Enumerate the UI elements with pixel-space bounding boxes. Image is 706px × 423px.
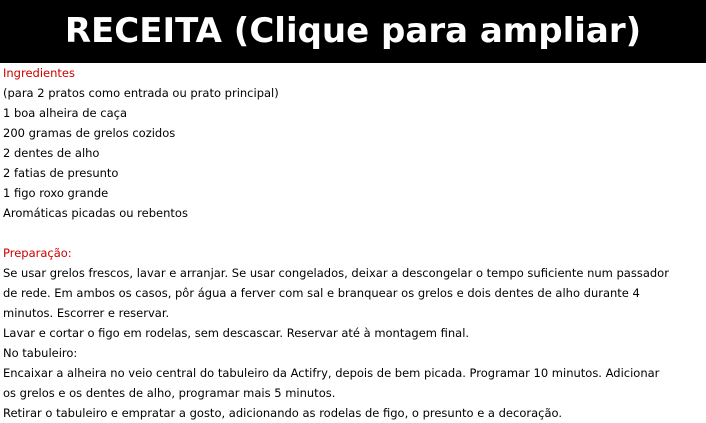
preparation-line: No tabuleiro: (3, 346, 78, 360)
recipe-banner[interactable] (0, 0, 706, 63)
ingredient-item: 2 fatias de presunto (3, 166, 119, 180)
ingredient-item: (para 2 pratos como entrada ou prato principal) (3, 86, 279, 100)
preparation-line: Encaixar a alheira no veio central do tabuleiro da Actifry, depois de bem picada. Programar 10 minutos. Adicionar (3, 366, 660, 380)
preparation-text (3, 263, 703, 423)
ingredient-item: 2 dentes de alho (3, 146, 100, 160)
ingredient-item: Aromáticas picadas ou rebentos (3, 206, 188, 220)
banner-title[interactable]: RECEITA (Clique para ampliar) (64, 11, 642, 51)
section-spacer (3, 223, 703, 243)
ingredient-item: 1 figo roxo grande (3, 186, 109, 200)
preparation-line: os grelos e os dentes de alho, programar mais 5 minutos. (3, 386, 336, 400)
preparation-line: Lavar e cortar o figo em rodelas, sem descascar. Reservar até à montagem final. (3, 326, 470, 340)
preparation-line: de rede. Em ambos os casos, pôr água a ferver com sal e branquear os grelos e dois dentes de alho durante 4 (3, 286, 640, 300)
ingredients-heading: Ingredientes (3, 66, 75, 80)
ingredients-list (3, 83, 703, 223)
preparation-line: Se usar grelos frescos, lavar e arranjar. Se usar congelados, deixar a descongelar o tempo suficiente num passador (3, 266, 669, 280)
preparation-heading: Preparação: (3, 246, 72, 260)
ingredient-item: 1 boa alheira de caça (3, 106, 128, 120)
preparation-line: Retirar o tabuleiro e empratar a gosto, adicionando as rodelas de figo, o presunto e a decoração. (3, 406, 563, 420)
recipe-content (3, 63, 703, 423)
ingredient-item: 200 gramas de grelos cozidos (3, 126, 176, 140)
preparation-line: minutos. Escorrer e reservar. (3, 306, 170, 320)
